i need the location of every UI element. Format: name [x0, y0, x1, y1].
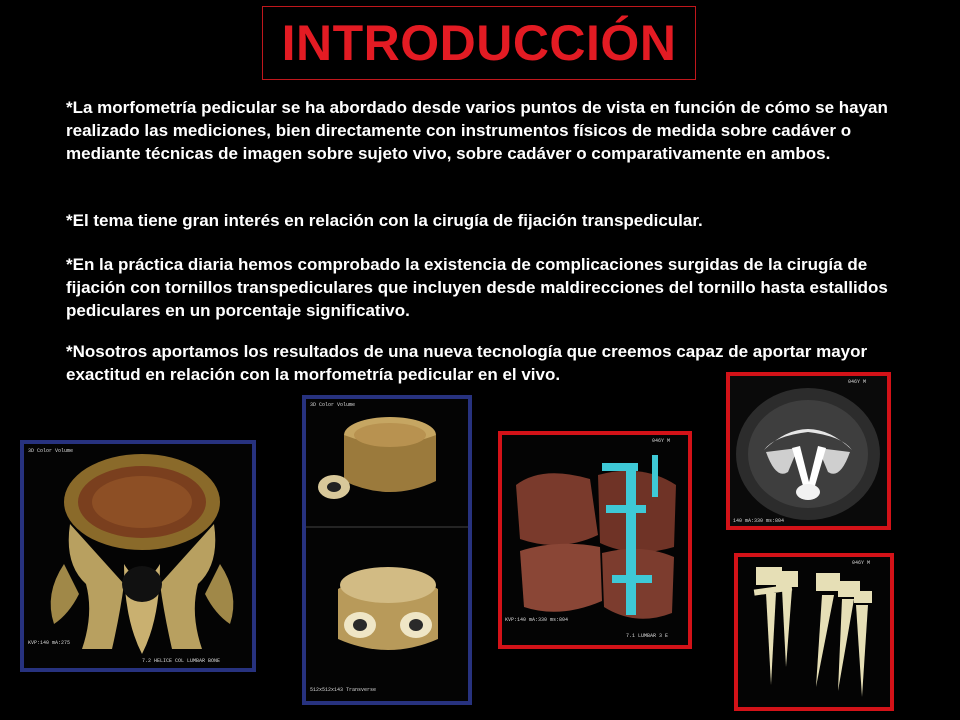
spine-screws-label-top: 046Y M [652, 438, 671, 444]
paragraph-complicaciones: *En la práctica diaria hemos comprobado la existencia de complicaciones surgidas de la cirugía de fijación con tornillos transpediculares que incluyen desde maldirecciones del tornillo hasta estallidos pediculares en un porcentaje significativo. [66, 255, 888, 320]
vertebra-3d-illustration [24, 444, 252, 668]
vertebra-3d-label-br: 7.2 HELICE COL LUMBAR BONE [142, 658, 221, 664]
vertebra-pair-image [302, 395, 472, 705]
ct-axial-label-top: 046Y M [848, 379, 867, 385]
ct-axial-illustration [730, 376, 887, 526]
ct-axial-image [726, 372, 891, 530]
paragraph-interes: *El tema tiene gran interés en relación con la cirugía de fijación transpedicular. [66, 211, 703, 230]
vertebra-pair-label-top: 3D Color Volume [310, 402, 356, 408]
vertebra-3d-image [20, 440, 256, 672]
spine-screws-label-br: 7.1 LUMBAR 3 E [626, 633, 669, 639]
paragraph-aportamos: *Nosotros aportamos los resultados de una nueva tecnología que creemos capaz de aportar mayor exactitud en relación con la morfometría pedicular en el vivo. [66, 342, 868, 384]
vertebra-pair-label-bottom: 512x512x143 Transverse [310, 687, 377, 693]
page-title: INTRODUCCIÓN [281, 15, 677, 71]
spine-screws-image [498, 431, 692, 649]
vertebra-pair-illustration [306, 399, 468, 701]
paragraph-morfometria: *La morfometría pedicular se ha abordado desde varios puntos de vista en función de cómo se hayan realizado las mediciones, bien directamente con instrumentos físicos de medida sobre cadáver o mediante técnicas de imagen sobre sujeto vivo, sobre cadáver o comparativamente en ambos. [66, 98, 888, 163]
title-box [262, 6, 696, 80]
screws-only-label-top: 046Y M [852, 560, 871, 566]
spine-screws-illustration [502, 435, 688, 645]
vertebra-3d-label-top: 3D Color Volume [28, 448, 74, 454]
spine-screws-label-bottom: KVP:140 mA:330 ms:804 [505, 617, 569, 623]
screws-only-image [734, 553, 894, 711]
ct-axial-label-bottom: 140 mA:330 ms:804 [733, 518, 785, 524]
vertebra-3d-label-bottom: KVP:140 mA:275 [28, 640, 71, 646]
screws-only-illustration [738, 557, 890, 707]
